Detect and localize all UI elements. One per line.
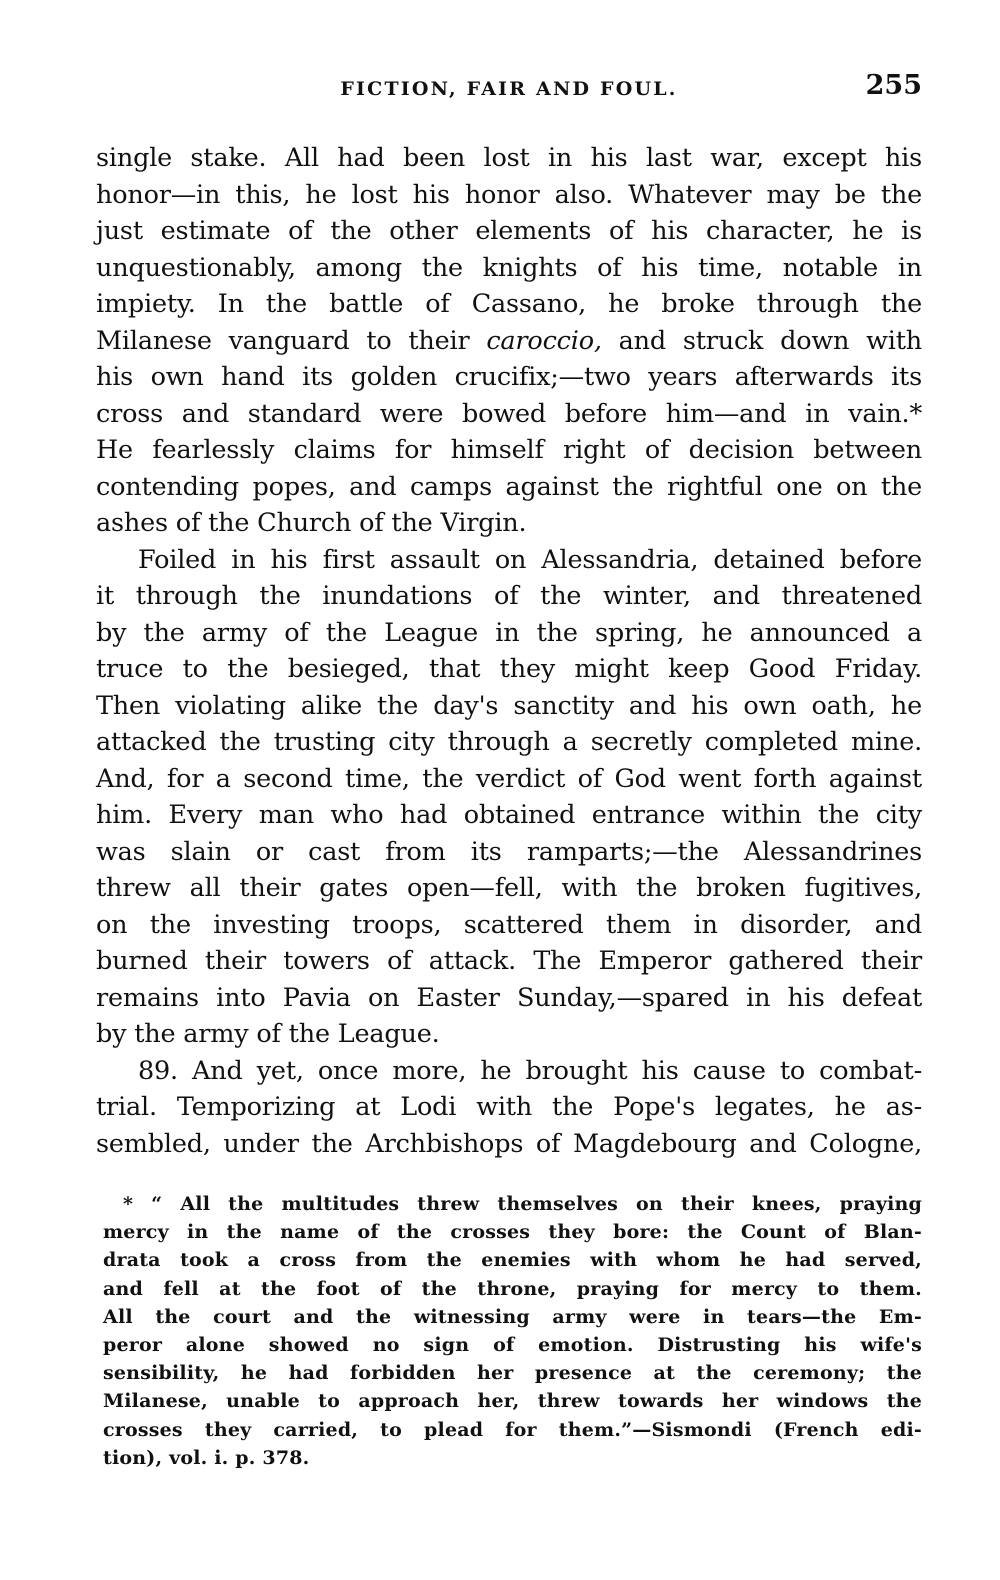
text-line: threw all their gates open—fell, with the broken fugitives, bbox=[96, 873, 922, 903]
text-line: attacked the trusting city through a secretly completed mine. bbox=[96, 727, 922, 757]
footnote-line: All the court and the witnessing army were in tears—the Em- bbox=[103, 1305, 922, 1328]
text-line: sembled, under the Archbishops of Magdebourg and Cologne, bbox=[96, 1128, 922, 1159]
footnote-line: Milanese, unable to approach her, threw towards her windows the bbox=[103, 1390, 922, 1413]
footnote-line: tion), vol. i. p. 378. bbox=[103, 1446, 310, 1469]
text-line: Foiled in his first assault on Alessandria, detained before bbox=[138, 544, 922, 575]
text-line: honor—in this, he lost his honor also. Whatever may be the bbox=[96, 179, 922, 210]
text-line: unquestionably, among the knights of his time, notable in bbox=[96, 252, 922, 283]
text-line: burned their towers of attack. The Emperor gathered their bbox=[96, 946, 922, 976]
text-line: it through the inundations of the winter, and threatened bbox=[96, 581, 922, 611]
text-line: single stake. All had been lost in his last war, except his bbox=[96, 143, 922, 173]
footnote-line: mercy in the name of the crosses they bore: the Count of Blan- bbox=[103, 1221, 922, 1244]
footnote-line: crosses they carried, to plead for them.”—Sismondi (French edi- bbox=[103, 1418, 922, 1441]
footnote-line: * “ All the multitudes threw themselves on their knees, praying bbox=[123, 1193, 922, 1215]
footnote-line: and fell at the foot of the throne, praying for mercy to them. bbox=[103, 1277, 922, 1300]
footnote-line: sensibility, he had forbidden her presence at the ceremony; the bbox=[103, 1362, 922, 1385]
text-line: by the army of the League. bbox=[96, 1019, 440, 1049]
text-line: cross and standard were bowed before him—and in vain.* bbox=[96, 398, 922, 429]
text-line: him. Every man who had obtained entrance within the city bbox=[96, 800, 922, 830]
running-head: FICTION, FAIR AND FOUL. bbox=[340, 78, 678, 100]
text-line: his own hand its golden crucifix;—two years afterwards its bbox=[96, 362, 922, 392]
text-line: trial. Temporizing at Lodi with the Pope's legates, he as- bbox=[96, 1092, 922, 1122]
text-line: remains into Pavia on Easter Sunday,—spared in his defeat bbox=[96, 982, 922, 1013]
text-line: 89. And yet, once more, he brought his cause to combat- bbox=[138, 1055, 922, 1086]
text-line: Then violating alike the day's sanctity and his own oath, he bbox=[96, 690, 922, 721]
text-line: truce to the besieged, that they might keep Good Friday. bbox=[96, 654, 922, 684]
text-line-end: and struck down with bbox=[601, 325, 922, 356]
body-text bbox=[96, 140, 922, 1162]
text-line bbox=[96, 323, 922, 360]
text-line: was slain or cast from its ramparts;—the Alessandrines bbox=[96, 836, 922, 867]
footnote-line: peror alone showed no sign of emotion. Distrusting his wife's bbox=[103, 1333, 922, 1356]
footnote-line: drata took a cross from the enemies with whom he had served, bbox=[103, 1249, 922, 1272]
text-line: on the investing troops, scattered them in disorder, and bbox=[96, 909, 922, 940]
footnote bbox=[103, 1190, 922, 1472]
text-line-start: Milanese vanguard to their bbox=[96, 325, 487, 356]
text-line: impiety. In the battle of Cassano, he broke through the bbox=[96, 289, 922, 319]
text-line: ashes of the Church of the Virgin. bbox=[96, 508, 527, 538]
italic-word: caroccio, bbox=[486, 325, 602, 356]
text-line: contending popes, and camps against the rightful one on the bbox=[96, 471, 922, 502]
text-line: And, for a second time, the verdict of God went forth against bbox=[96, 763, 922, 794]
page-header bbox=[96, 70, 922, 110]
text-line: just estimate of the other elements of his character, he is bbox=[96, 216, 922, 246]
text-line: He fearlessly claims for himself right of decision between bbox=[96, 435, 922, 465]
page-number: 255 bbox=[865, 70, 922, 101]
text-line: by the army of the League in the spring, he announced a bbox=[96, 617, 922, 648]
